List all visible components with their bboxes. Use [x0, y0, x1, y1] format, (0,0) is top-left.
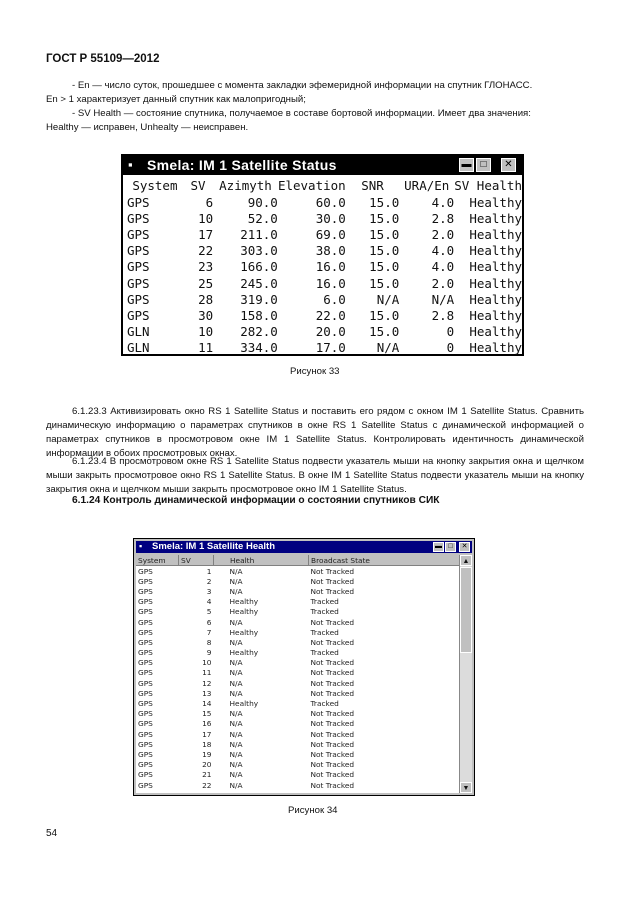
scrollbar-thumb[interactable] — [460, 567, 472, 653]
table-cell: 11 — [198, 340, 214, 356]
paragraph-6-1-23-4: 6.1.23.4 В просмотровом окне RS 1 Satellite Status подвести указатель мыши на кнопку закрытия окна и щелчком мыши закрыть просмотровое окно RS 1 Satellite Status. В окне IM 1 Satellite Status подвести указатель мыши на кнопку закрытия окна и щелчком мыши закрыть просмотровое окно IM 1 Satellite Status. — [46, 456, 584, 495]
window-titlebar[interactable] — [136, 541, 472, 553]
table-cell: Not Tracked — [310, 749, 355, 759]
table-cell: 22 — [198, 243, 214, 259]
table-row — [125, 307, 522, 323]
table-cell: 30.0 — [315, 210, 346, 226]
table-cell: 0 — [446, 324, 455, 340]
table-cell: GPS — [127, 275, 150, 291]
figure-33-caption: Рисунок 33 — [290, 366, 340, 377]
table-cell: Not Tracked — [310, 709, 355, 719]
table-cell: Healthy — [469, 226, 522, 242]
satellite-status-table — [125, 177, 522, 356]
document-header: ГОСТ Р 55109—2012 — [46, 53, 160, 65]
column-header[interactable]: Broadcast State — [309, 555, 464, 566]
table-cell: 15.0 — [369, 194, 400, 210]
table-cell: 15.0 — [369, 275, 400, 291]
table-cell: 10 — [198, 210, 214, 226]
table-cell: 22.0 — [315, 307, 346, 323]
health-list-pane — [136, 555, 472, 793]
column-header: Elevation — [277, 178, 346, 193]
column-header: Azimyth — [219, 178, 272, 193]
table-cell: GPS — [127, 243, 150, 259]
table-cell: N/A — [229, 678, 243, 688]
table-cell: Not Tracked — [310, 617, 355, 627]
table-cell: GPS — [127, 194, 150, 210]
definition-sv-line2: Healthy — исправен, Unhealty — неисправен. — [46, 122, 249, 133]
table-cell: Healthy — [469, 324, 522, 340]
table-cell: N/A — [229, 566, 243, 576]
table-row — [125, 194, 522, 210]
list-item[interactable] — [136, 637, 464, 647]
list-item[interactable] — [136, 688, 464, 698]
column-header: System — [132, 178, 178, 193]
list-item[interactable] — [136, 648, 464, 658]
table-cell: N/A — [229, 719, 243, 729]
table-cell: 15.0 — [369, 226, 400, 242]
definition-sv-line1: - SV Health — состояние спутника, получаемое в составе бортовой информации. Имеет два значения: — [72, 108, 531, 119]
table-cell: 1 — [206, 566, 212, 576]
table-cell: Tracked — [310, 597, 339, 607]
table-cell: 166.0 — [240, 259, 278, 275]
table-cell: 16.0 — [315, 275, 346, 291]
table-cell: 28 — [198, 291, 214, 307]
satellite-status-window — [121, 154, 524, 356]
table-cell: Not Tracked — [310, 760, 355, 770]
list-item[interactable] — [136, 658, 464, 668]
paragraph-6-1-23-3: 6.1.23.3 Активизировать окно RS 1 Satellite Status и поставить его рядом с окном IM 1 Satellite Status. Сравнить динамическую информацию о параметрах спутников в окне RS 1 Satellite Status с динамической информацией о параметрах спутников в просмотровом окне IM 1 Satellite Status. Контролировать идентичность динамической информации в обоих просмотровых окнах. — [46, 406, 584, 459]
table-row — [125, 291, 522, 307]
table-cell: GPS — [138, 688, 153, 698]
table-cell: GPS — [138, 597, 153, 607]
table-cell: Not Tracked — [310, 658, 355, 668]
table-cell: GPS — [138, 760, 153, 770]
table-cell: 17 — [202, 729, 212, 739]
table-cell: Healthy — [469, 307, 522, 323]
list-item[interactable] — [136, 739, 464, 749]
table-row — [125, 243, 522, 259]
table-cell: 20.0 — [315, 324, 346, 340]
table-cell: 3 — [206, 586, 212, 596]
table-cell: N/A — [229, 760, 243, 770]
close-button[interactable]: ✕ — [459, 542, 470, 552]
table-cell: Not Tracked — [310, 586, 355, 596]
table-cell: GPS — [138, 627, 153, 637]
table-cell: GPS — [138, 607, 153, 617]
table-cell: 18 — [202, 739, 212, 749]
table-cell: 22 — [202, 780, 212, 790]
table-cell: GPS — [127, 307, 150, 323]
table-cell: GPS — [138, 678, 153, 688]
list-item[interactable] — [136, 576, 464, 586]
table-cell: 303.0 — [240, 243, 278, 259]
column-header: SV Health — [454, 178, 522, 193]
table-cell: GPS — [127, 210, 150, 226]
table-cell: Not Tracked — [310, 719, 355, 729]
table-cell: 5 — [206, 607, 212, 617]
table-cell: 158.0 — [240, 307, 278, 323]
window-title: Smela: IM 1 Satellite Health — [152, 541, 276, 552]
table-cell: Healthy — [469, 291, 522, 307]
table-cell: 245.0 — [240, 275, 278, 291]
table-cell: 211.0 — [240, 226, 278, 242]
table-cell: N/A — [229, 749, 243, 759]
table-cell: 334.0 — [240, 340, 278, 356]
table-cell: 30 — [198, 307, 214, 323]
table-cell: Not Tracked — [310, 576, 355, 586]
table-cell: GPS — [127, 291, 150, 307]
table-cell: Tracked — [310, 627, 339, 637]
table-cell: N/A — [229, 658, 243, 668]
table-cell: 60.0 — [315, 194, 346, 210]
table-cell: 90.0 — [247, 194, 278, 210]
table-cell: Not Tracked — [310, 637, 355, 647]
definition-sv — [46, 107, 584, 135]
table-cell: 2.8 — [431, 210, 455, 226]
table-cell: 10 — [202, 658, 212, 668]
table-cell: Not Tracked — [310, 566, 355, 576]
table-row — [125, 226, 522, 242]
window-title: Smela: IM 1 Satellite Status — [147, 157, 337, 173]
table-cell: 16.0 — [315, 259, 346, 275]
table-cell: 6 — [205, 194, 214, 210]
table-cell: N/A — [229, 780, 243, 790]
table-cell: 11 — [202, 668, 212, 678]
table-cell: Not Tracked — [310, 729, 355, 739]
table-cell: GPS — [138, 637, 153, 647]
window-titlebar[interactable] — [123, 156, 522, 175]
table-cell: Healthy — [469, 210, 522, 226]
table-cell: 4.0 — [431, 259, 455, 275]
table-cell: Healthy — [469, 194, 522, 210]
table-cell: GPS — [138, 749, 153, 759]
table-cell: 4 — [206, 597, 212, 607]
definition-en-line1: - En — число суток, прошедшее с момента закладки эфемеридной информации на спутник ГЛОНАСС. — [72, 80, 533, 91]
table-cell: N/A — [229, 709, 243, 719]
column-header[interactable]: Health — [214, 555, 309, 566]
table-cell: N/A — [229, 729, 243, 739]
table-cell: Healthy — [469, 243, 522, 259]
table-cell: GPS — [138, 566, 153, 576]
table-row — [125, 210, 522, 226]
table-cell: 8 — [206, 637, 212, 647]
satellite-health-window — [133, 538, 475, 796]
table-cell: Healthy — [229, 627, 259, 637]
table-row — [125, 324, 522, 340]
table-cell: N/A — [229, 688, 243, 698]
table-cell: Not Tracked — [310, 770, 355, 780]
table-cell: 7 — [206, 627, 212, 637]
table-cell: GPS — [138, 729, 153, 739]
figure-34-caption: Рисунок 34 — [288, 805, 338, 816]
table-cell: GPS — [138, 576, 153, 586]
table-cell: N/A — [229, 739, 243, 749]
table-cell: 15.0 — [369, 307, 400, 323]
table-cell: N/A — [431, 291, 455, 307]
table-cell: Not Tracked — [310, 668, 355, 678]
table-cell: 319.0 — [240, 291, 278, 307]
table-cell: GLN — [127, 324, 150, 340]
table-cell: 15 — [202, 709, 212, 719]
table-cell: 13 — [202, 688, 212, 698]
satellite-health-table — [136, 555, 464, 790]
table-cell: 19 — [202, 749, 212, 759]
table-cell: 282.0 — [240, 324, 278, 340]
table-cell: 17 — [198, 226, 214, 242]
table-cell: Tracked — [310, 648, 339, 658]
table-cell: 25 — [198, 275, 214, 291]
table-cell: 4.0 — [431, 194, 455, 210]
list-item[interactable] — [136, 749, 464, 759]
table-cell: 2.8 — [431, 307, 455, 323]
table-cell: GPS — [138, 699, 153, 709]
table-cell: Tracked — [310, 607, 339, 617]
table-cell: 17.0 — [315, 340, 346, 356]
table-cell: Healthy — [229, 597, 259, 607]
table-cell: GPS — [138, 668, 153, 678]
column-header: URA/En — [404, 178, 450, 193]
column-header[interactable]: System — [136, 555, 179, 566]
table-cell: 2 — [206, 576, 212, 586]
table-cell: GPS — [138, 658, 153, 668]
table-cell: N/A — [376, 291, 400, 307]
table-row — [125, 340, 522, 356]
list-item[interactable] — [136, 597, 464, 607]
system-menu-icon[interactable]: ▪ — [139, 541, 143, 551]
maximize-button[interactable]: □ — [476, 158, 491, 172]
table-cell: 10 — [198, 324, 214, 340]
table-cell: N/A — [229, 586, 243, 596]
table-cell: Healthy — [229, 607, 259, 617]
table-cell: GPS — [138, 739, 153, 749]
list-item[interactable] — [136, 770, 464, 780]
table-cell: GPS — [138, 648, 153, 658]
list-item[interactable] — [136, 729, 464, 739]
table-cell: GPS — [138, 586, 153, 596]
list-item[interactable] — [136, 586, 464, 596]
table-cell: Not Tracked — [310, 678, 355, 688]
page-number: 54 — [46, 828, 58, 839]
table-cell: 9 — [206, 648, 212, 658]
section-heading: 6.1.24 Контроль динамической информации о состоянии спутников СИК — [72, 495, 440, 506]
vertical-scrollbar[interactable] — [459, 555, 472, 793]
minimize-button[interactable]: ▬ — [435, 543, 442, 550]
table-cell: 23 — [198, 259, 214, 275]
table-cell: 15.0 — [369, 259, 400, 275]
table-cell: Healthy — [469, 259, 522, 275]
table-cell: 38.0 — [315, 243, 346, 259]
table-cell: N/A — [229, 770, 243, 780]
list-item[interactable] — [136, 617, 464, 627]
table-cell: N/A — [376, 340, 400, 356]
table-cell: Not Tracked — [310, 688, 355, 698]
list-item[interactable] — [136, 760, 464, 770]
table-cell: GPS — [127, 259, 150, 275]
column-header: SV — [190, 178, 206, 193]
list-item[interactable] — [136, 698, 464, 708]
table-cell: Tracked — [310, 699, 339, 709]
table-row — [125, 275, 522, 291]
table-row — [125, 259, 522, 275]
list-item[interactable] — [136, 678, 464, 688]
table-cell: 2.0 — [431, 226, 455, 242]
list-item[interactable] — [136, 780, 464, 790]
table-cell: 69.0 — [315, 226, 346, 242]
table-cell: N/A — [229, 668, 243, 678]
table-cell: 21 — [202, 770, 212, 780]
table-cell: 6.0 — [323, 291, 346, 307]
list-item[interactable] — [136, 719, 464, 729]
table-cell: 15.0 — [369, 243, 400, 259]
list-item[interactable] — [136, 566, 464, 577]
list-item[interactable] — [136, 709, 464, 719]
table-cell: 52.0 — [247, 210, 278, 226]
minimize-button[interactable]: ▬ — [459, 158, 474, 172]
table-cell: 15.0 — [369, 210, 400, 226]
system-menu-icon[interactable]: ▪ — [128, 157, 133, 172]
column-header[interactable]: SV — [179, 555, 214, 566]
definition-en-line2: En > 1 характеризует данный спутник как малопригодный; — [46, 94, 306, 105]
table-cell: 2.0 — [431, 275, 455, 291]
table-cell: Healthy — [229, 699, 259, 709]
table-cell: 4.0 — [431, 243, 455, 259]
table-cell: 20 — [202, 760, 212, 770]
table-cell: GPS — [138, 709, 153, 719]
table-cell: Healthy — [229, 648, 259, 658]
table-cell: 0 — [446, 340, 455, 356]
table-cell: GPS — [138, 770, 153, 780]
list-item[interactable] — [136, 607, 464, 617]
list-item[interactable] — [136, 668, 464, 678]
table-cell: N/A — [229, 617, 243, 627]
list-item[interactable] — [136, 627, 464, 637]
table-cell: GPS — [127, 226, 150, 242]
close-button[interactable]: ✕ — [501, 158, 516, 172]
table-cell: GPS — [138, 617, 153, 627]
table-cell: Not Tracked — [310, 739, 355, 749]
table-cell: GLN — [127, 340, 150, 356]
table-cell: N/A — [229, 576, 243, 586]
table-cell: 12 — [202, 678, 212, 688]
maximize-button[interactable]: □ — [445, 542, 456, 552]
scroll-up-arrow-icon[interactable]: ▲ — [460, 555, 472, 566]
column-header: SNR — [361, 178, 384, 193]
table-cell: 15.0 — [369, 324, 400, 340]
table-cell: N/A — [229, 637, 243, 647]
table-cell: 16 — [202, 719, 212, 729]
table-cell: Healthy — [469, 340, 522, 356]
table-cell: Not Tracked — [310, 780, 355, 790]
table-cell: Healthy — [469, 275, 522, 291]
scroll-down-arrow-icon[interactable]: ▼ — [460, 782, 472, 793]
table-cell: 6 — [206, 617, 212, 627]
table-cell: GPS — [138, 780, 153, 790]
table-cell: GPS — [138, 719, 153, 729]
definition-en — [46, 79, 584, 107]
table-cell: 14 — [202, 699, 212, 709]
